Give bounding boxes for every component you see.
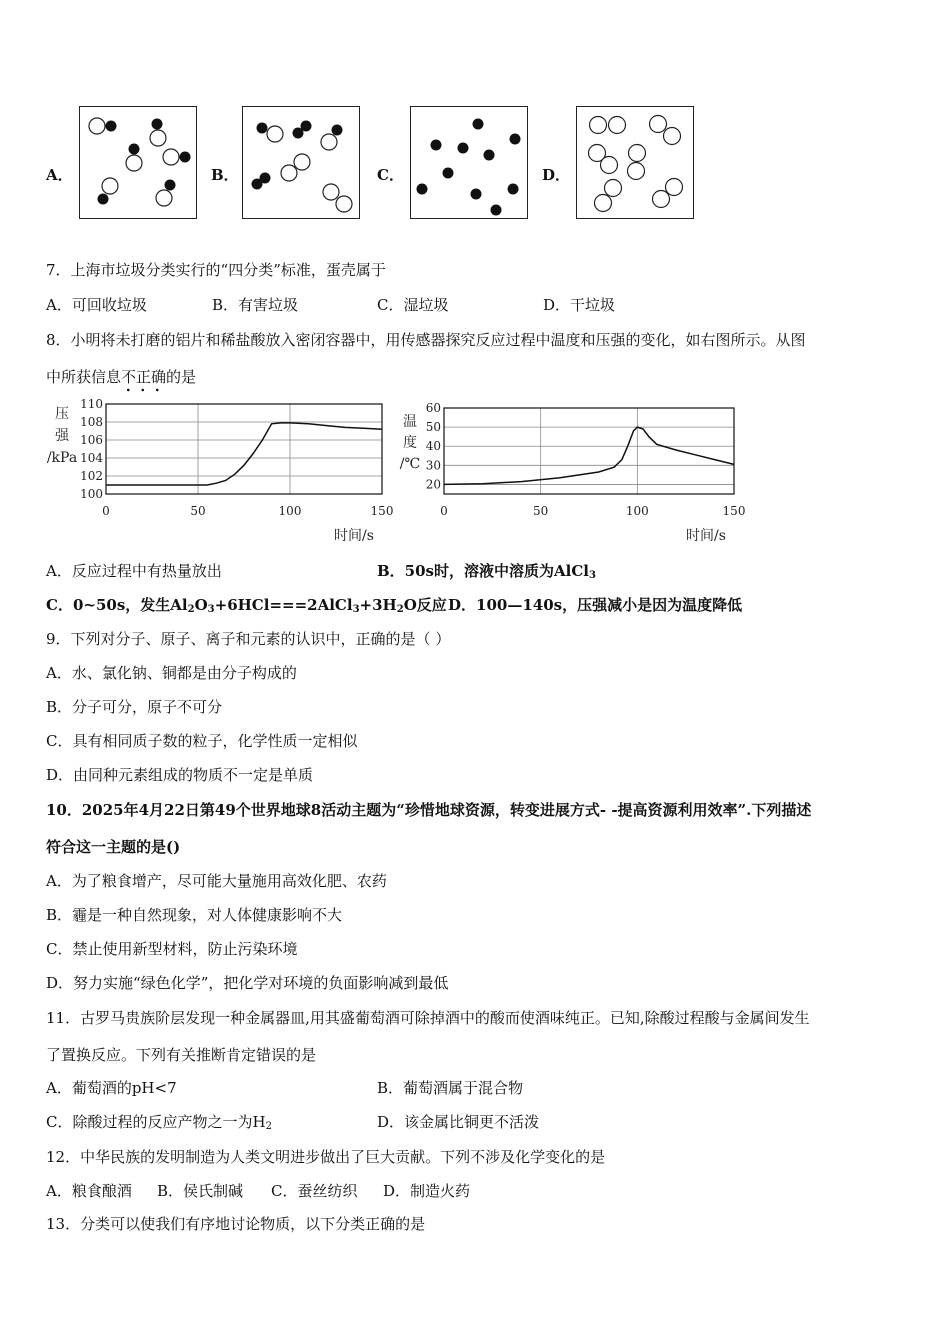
x-axis-label: 时间/s [334,528,374,544]
q8-stem-line1: 8．小明将未打磨的铝片和稀盐酸放入密闭容器中，用传感器探究反应过程中温度和压强的变化，如右图所示。从图 [46,331,806,349]
plot-frame [106,404,382,494]
q8-option-b: B．50s时，溶液中溶质为AlCl$_3$ [377,562,596,581]
particle-diagram-a [80,107,198,220]
q11-option-d: D．该金属比铜更不活泼 [377,1113,540,1131]
y-tick-label: 20 [425,477,441,492]
temperature-chart [392,396,752,550]
y-tick-label: 102 [80,469,103,483]
x-axis-label: 时间/s [686,528,726,544]
y-tick-label: 106 [80,433,103,447]
q7-option-c: C．湿垃圾 [377,296,449,314]
plot-frame [444,408,734,494]
q8-option-c: C．0~50s，发生$Al_2O_3+6HCl===2AlCl_3+3H_2O$反应 [46,596,447,615]
y-tick-label: 110 [80,397,103,411]
q12-option-c: C．蚕丝纺织 [271,1182,358,1200]
x-tick-label: 50 [533,504,549,518]
x-tick-label: 150 [722,504,746,518]
option-a-label: A． [46,166,73,184]
q10-option-d: D．努力实施“绿色化学”，把化学对环境的负面影响减到最低 [46,974,449,992]
particle-diagram-b [243,107,361,220]
y-axis-label: /℃ [399,456,421,472]
q7-stem: 7．上海市垃圾分类实行的“四分类”标准，蛋壳属于 [46,261,386,279]
q8-option-a: A．反应过程中有热量放出 [46,562,222,580]
data-line [444,427,734,484]
q8-stem-line2: 中所获信息不正确的是 [46,368,197,386]
y-axis-label: 强 [55,428,69,444]
particle-box-a [79,106,197,219]
q10-option-c: C．禁止使用新型材料，防止污染环境 [46,940,298,958]
y-tick-label: 50 [425,420,441,435]
x-tick-label: 0 [440,504,448,518]
x-tick-label: 100 [278,504,302,518]
y-axis-label: 压 [55,406,69,422]
y-tick-label: 60 [425,401,441,415]
option-d-label: D． [542,166,571,184]
q9-stem: 9．下列对分子、原子、离子和元素的认识中，正确的是（ ） [46,630,451,648]
particle-box-b [242,106,360,219]
q8-option-d: D．100—140s，压强减小是因为温度降低 [448,596,743,614]
q9-option-a: A．水、氯化钠、铜都是由分子构成的 [46,664,297,682]
y-tick-label: 40 [425,439,441,454]
q13-stem: 13．分类可以使我们有序地讨论物质，以下分类正确的是 [46,1215,426,1233]
q10-option-b: B．霾是一种自然现象，对人体健康影响不大 [46,906,343,924]
x-tick-label: 150 [370,504,394,518]
q7-option-b: B．有害垃圾 [212,296,299,314]
y-tick-label: 30 [425,458,441,473]
q7-option-a: A．可回收垃圾 [46,296,147,314]
x-tick-label: 0 [102,504,110,518]
q11-option-c: C．除酸过程的反应产物之一为$H_2$ [46,1113,272,1132]
q12-option-a: A．粮食酿酒 [46,1182,132,1200]
particle-diagram-d [577,107,695,220]
option-c-label: C． [377,166,404,184]
q10-option-a: A．为了粮食增产，尽可能大量施用高效化肥、农药 [46,872,387,890]
y-axis-label: /kPa [46,450,78,466]
q11-option-a: A．葡萄酒的pH<7 [46,1079,177,1097]
particle-box-d [576,106,694,219]
option-b-label: B． [211,166,239,184]
q12-option-d: D．制造火药 [383,1182,471,1200]
q12-stem: 12．中华民族的发明制造为人类文明进步做出了巨大贡献。下列不涉及化学变化的是 [46,1148,606,1166]
q9-option-d: D．由同种元素组成的物质不一定是单质 [46,766,314,784]
q7-option-d: D．干垃圾 [543,296,616,314]
x-tick-label: 100 [625,504,649,518]
q10-stem-line1: 10．2025年4月22日第49个世界地球8活动主题为“珍惜地球资源，转变进展方式- -提高资源利用效率”.下列描述 [46,801,812,819]
y-axis-label: 度 [403,435,417,451]
q9-option-c: C．具有相同质子数的粒子，化学性质一定相似 [46,732,358,750]
particle-diagram-c [411,107,529,220]
q12-option-b: B．侯氏制碱 [157,1182,244,1200]
particle-box-c [410,106,528,219]
q9-option-b: B．分子可分，原子不可分 [46,698,223,716]
y-tick-label: 108 [80,415,103,429]
y-tick-label: 104 [80,451,103,465]
q11-stem-line1: 11．古罗马贵族阶层发现一种金属器皿,用其盛葡萄酒可除掉酒中的酸而使酒味纯正。已知,除酸过程酸与金属间发生 [46,1009,810,1027]
y-axis-label: 温 [403,414,417,430]
x-tick-label: 50 [190,504,206,518]
pressure-chart [40,396,400,550]
y-tick-label: 100 [80,487,103,501]
q10-stem-line2: 符合这一主题的是() [46,838,181,856]
q11-stem-line2: 了置换反应。下列有关推断肯定错误的是 [46,1046,317,1064]
q11-option-b: B．葡萄酒属于混合物 [377,1079,524,1097]
emphasis-not-correct: 不正确 [121,368,167,386]
